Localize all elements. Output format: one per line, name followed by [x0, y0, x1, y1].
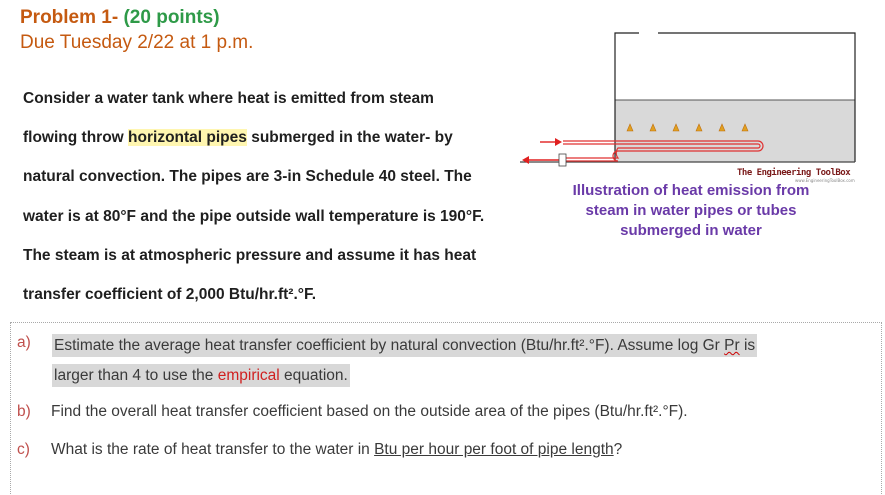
body-line-2-end: submerged in the water- by: [246, 129, 453, 146]
question-a-letter: a): [17, 334, 31, 351]
empirical-word: empirical: [217, 367, 280, 384]
question-a-text-2-end: equation.: [279, 367, 348, 384]
problem-title: [20, 7, 220, 29]
brand-url: www.EngineeringToolBox.com: [795, 178, 855, 183]
question-c-underlined: Btu per hour per foot of pipe length: [374, 441, 614, 458]
highlighted-phrase: horizontal pipes: [128, 129, 247, 146]
inflow-arrow-icon: [555, 138, 562, 146]
body-line-4: water is at 80°F and the pipe outside wall temperature is 190°F.: [23, 208, 485, 225]
body-line-2: [23, 129, 453, 147]
question-b-letter: b): [17, 403, 31, 420]
question-a-text-2: larger than 4 to use the: [54, 367, 218, 384]
due-date: Due Tuesday 2/22 at 1 p.m.: [20, 32, 254, 53]
question-a-line-1: [50, 333, 759, 359]
question-c-end: ?: [613, 441, 623, 458]
question-a-text-1-end: is: [739, 337, 756, 354]
water-tank: [520, 33, 855, 162]
points-label: (20 points): [123, 7, 220, 28]
question-c-letter: c): [17, 441, 30, 458]
question-c-text: What is the rate of heat transfer to the water in: [51, 441, 375, 458]
valve-icon: [559, 154, 566, 166]
body-line-3: natural convection. The pipes are 3-in Schedule 40 steel. The: [23, 168, 472, 185]
question-a-line-2-wrap: [52, 364, 350, 387]
problem-label: Problem 1-: [20, 7, 119, 28]
tank-illustration: [515, 20, 865, 185]
question-c-line: [51, 441, 622, 459]
body-line-1: Consider a water tank where heat is emitted from steam: [23, 90, 434, 107]
brand-logo: The Engineering ToolBox: [737, 168, 851, 178]
body-line-6: transfer coefficient of 2,000 Btu/hr.ft².°F.: [23, 286, 317, 303]
outflow-arrow-icon: [522, 156, 529, 164]
figure-caption: Illustration of heat emission from steam in water pipes or tubes submerged in water: [572, 182, 810, 239]
body-line-5: The steam is at atmospheric pressure and assume it has heat: [23, 247, 477, 264]
pr-term: Pr: [724, 337, 740, 354]
body-line-2-start: flowing throw: [23, 129, 129, 146]
question-b-text: Find the overall heat transfer coefficient based on the outside area of the pipes (Btu/hr.ft².°F).: [51, 403, 688, 420]
question-a-line-1-wrap: [52, 334, 757, 357]
question-a-line-2: [50, 363, 352, 389]
question-a-text-1: Estimate the average heat transfer coefficient by natural convection (Btu/hr.ft².°F). Assume log Gr: [54, 337, 725, 354]
